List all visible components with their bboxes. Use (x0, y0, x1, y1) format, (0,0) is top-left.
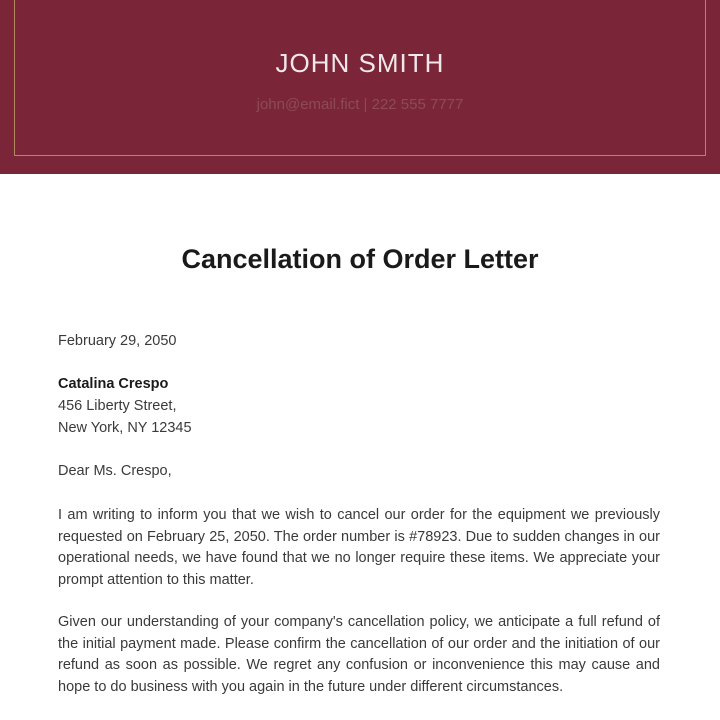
recipient-name: Catalina Crespo (58, 376, 169, 392)
letterhead (0, 0, 720, 174)
letter-title: Cancellation of Order Letter (181, 244, 539, 274)
salutation: Dear Ms. Crespo, (58, 463, 172, 479)
recipient-address-line1: 456 Liberty Street, (58, 398, 177, 414)
body-paragraph: Given our understanding of your company's cancellation policy, we anticipate a full refund of the initial payment made. Please confirm the cancellation of our order and the initiation of our refund as soon as possible. We regret any confusion or inconvenience this may cause and hope to do business with you again in the future under different circumstances. (58, 614, 660, 695)
letter-date: February 29, 2050 (58, 333, 177, 349)
recipient-address-line2: New York, NY 12345 (58, 420, 192, 436)
sender-name: JOHN SMITH (275, 48, 445, 78)
body-paragraph: I am writing to inform you that we wish to cancel our order for the equipment we previously requested on February 25, 2050. The order number is #78923. Due to sudden changes in our operational needs, we have found that we no longer require these items. We appreciate your prompt attention to this matter. (58, 507, 660, 588)
sender-contact: john@email.fict | 222 555 7777 (256, 96, 464, 113)
